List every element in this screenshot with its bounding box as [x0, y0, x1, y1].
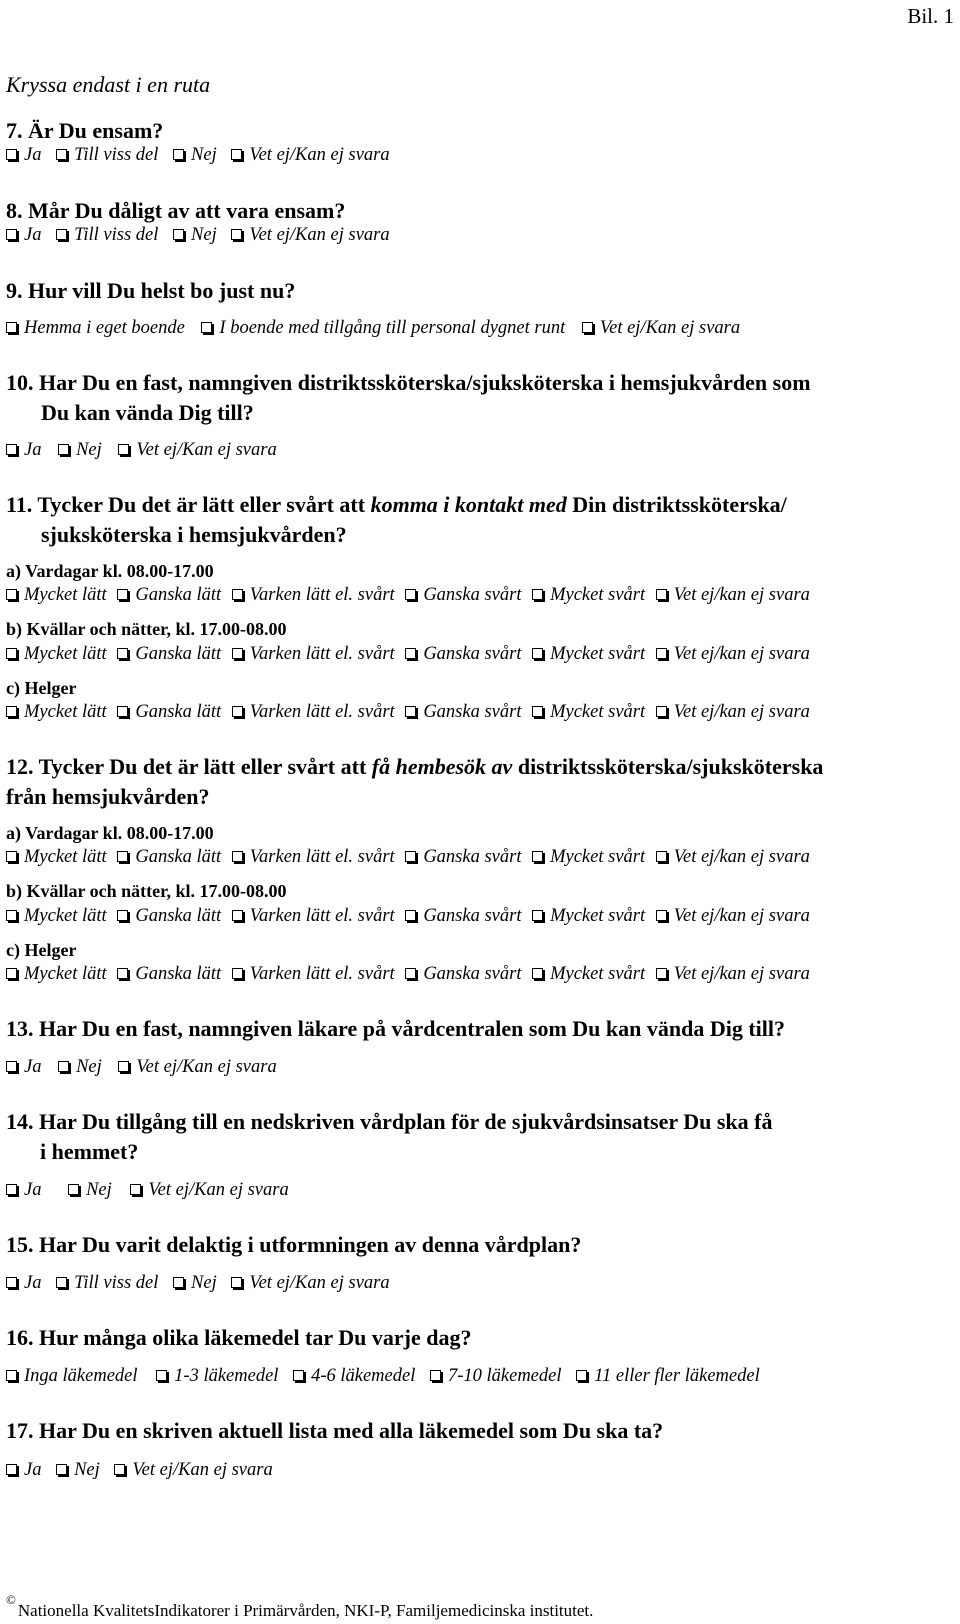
option-ganska-svart[interactable]: Ganska svårt [405, 702, 521, 723]
option-ja[interactable]: Ja [6, 1057, 41, 1078]
footer [6, 1592, 593, 1621]
checkbox-icon[interactable] [231, 1277, 242, 1288]
checkbox-icon[interactable] [6, 1370, 17, 1381]
checkbox-icon[interactable] [6, 322, 17, 333]
question-8-title: 8. Mår Du dåligt av att vara ensam? [6, 198, 346, 223]
checkbox-icon[interactable] [6, 910, 17, 921]
checkbox-icon[interactable] [173, 1277, 184, 1288]
question-11-sub-a: a) Vardagar kl. 08.00-17.00 [6, 561, 214, 581]
option-11-plus[interactable]: 11 eller fler läkemedel [576, 1366, 760, 1387]
checkbox-icon[interactable] [6, 1061, 17, 1072]
option-nej[interactable]: Nej [58, 440, 102, 461]
checkbox-icon[interactable] [232, 851, 243, 862]
option-mycket-svart[interactable]: Mycket svårt [532, 964, 645, 985]
checkbox-icon[interactable] [6, 229, 17, 240]
option-ganska-latt[interactable]: Ganska lätt [117, 644, 221, 665]
checkbox-icon[interactable] [656, 589, 667, 600]
checkbox-icon[interactable] [405, 968, 416, 979]
checkbox-icon[interactable] [232, 706, 243, 717]
option-ja[interactable]: Ja [6, 1180, 41, 1201]
checkbox-icon[interactable] [405, 589, 416, 600]
option-vet-ej[interactable]: Vet ej/kan ej svara [656, 847, 810, 868]
footer-text: Nationella KvalitetsIndikatorer i Primärvården, NKI-P, Familjemedicinska institutet. [17, 1601, 594, 1620]
option-i-boende[interactable]: I boende med tillgång till personal dygnet runt [201, 318, 565, 339]
checkbox-icon[interactable] [6, 648, 17, 659]
checkbox-icon[interactable] [6, 968, 17, 979]
checkbox-icon[interactable] [118, 444, 129, 455]
question-11-sub-c: c) Helger [6, 678, 77, 698]
question-9-title: 9. Hur vill Du helst bo just nu? [6, 278, 296, 303]
option-vet-ej[interactable]: Vet ej/Kan ej svara [231, 1273, 389, 1294]
option-ganska-svart[interactable]: Ganska svårt [405, 644, 521, 665]
question-15-options [6, 1273, 390, 1294]
option-mycket-latt[interactable]: Mycket lätt [6, 702, 107, 723]
option-ganska-latt[interactable]: Ganska lätt [117, 585, 221, 606]
option-ja[interactable]: Ja [6, 225, 41, 246]
question-11-sub-b: b) Kvällar och nätter, kl. 17.00-08.00 [6, 619, 287, 639]
checkbox-icon[interactable] [532, 706, 543, 717]
option-ganska-svart[interactable]: Ganska svårt [405, 847, 521, 868]
option-varken[interactable]: Varken lätt el. svårt [232, 702, 395, 723]
option-varken[interactable]: Varken lätt el. svårt [232, 964, 395, 985]
question-11c-options [6, 702, 810, 723]
option-ganska-latt[interactable]: Ganska lätt [117, 702, 221, 723]
checkbox-icon[interactable] [118, 1061, 129, 1072]
option-ja[interactable]: Ja [6, 440, 41, 461]
option-nej[interactable]: Nej [58, 1057, 102, 1078]
question-7-options [6, 145, 390, 166]
option-nej[interactable]: Nej [56, 1460, 100, 1481]
checkbox-icon[interactable] [117, 706, 128, 717]
checkbox-icon[interactable] [232, 648, 243, 659]
checkbox-icon[interactable] [156, 1370, 167, 1381]
option-mycket-latt[interactable]: Mycket lätt [6, 964, 107, 985]
checkbox-icon[interactable] [56, 1277, 67, 1288]
option-nej[interactable]: Nej [173, 145, 217, 166]
checkbox-icon[interactable] [6, 444, 17, 455]
question-15-title: 15. Har Du varit delaktig i utformningen av denna vårdplan? [6, 1232, 582, 1257]
option-mycket-svart[interactable]: Mycket svårt [532, 702, 645, 723]
checkbox-icon[interactable] [117, 589, 128, 600]
checkbox-icon[interactable] [405, 706, 416, 717]
checkbox-icon[interactable] [232, 968, 243, 979]
option-mycket-latt[interactable]: Mycket lätt [6, 906, 107, 927]
option-vet-ej[interactable]: Vet ej/Kan ej svara [118, 1057, 276, 1078]
option-ganska-svart[interactable]: Ganska svårt [405, 585, 521, 606]
checkbox-icon[interactable] [201, 322, 212, 333]
option-varken[interactable]: Varken lätt el. svårt [232, 585, 395, 606]
option-mycket-latt[interactable]: Mycket lätt [6, 644, 107, 665]
option-nej[interactable]: Nej [68, 1180, 112, 1201]
option-vet-ej[interactable]: Vet ej/Kan ej svara [582, 318, 740, 339]
question-10-options [6, 440, 277, 461]
page-label: Bil. 1 [907, 4, 954, 28]
checkbox-icon[interactable] [56, 229, 67, 240]
checkbox-icon[interactable] [232, 910, 243, 921]
checkbox-icon[interactable] [56, 1464, 67, 1475]
checkbox-icon[interactable] [405, 851, 416, 862]
checkbox-icon[interactable] [405, 910, 416, 921]
question-10-title: 10. Har Du en fast, namngiven distriktssköterska/sjuksköterska i hemsjukvården som Du kan vända Dig till? [6, 370, 811, 425]
option-varken[interactable]: Varken lätt el. svårt [232, 847, 395, 868]
question-13-options [6, 1057, 277, 1078]
option-mycket-svart[interactable]: Mycket svårt [532, 644, 645, 665]
checkbox-icon[interactable] [117, 648, 128, 659]
question-12-sub-b: b) Kvällar och nätter, kl. 17.00-08.00 [6, 881, 287, 901]
checkbox-icon[interactable] [231, 229, 242, 240]
checkbox-icon[interactable] [58, 1061, 69, 1072]
question-17-title: 17. Har Du en skriven aktuell lista med alla läkemedel som Du ska ta? [6, 1418, 664, 1443]
checkbox-icon[interactable] [117, 851, 128, 862]
option-varken[interactable]: Varken lätt el. svårt [232, 906, 395, 927]
option-ganska-svart[interactable]: Ganska svårt [405, 964, 521, 985]
option-mycket-svart[interactable]: Mycket svårt [532, 906, 645, 927]
option-hemma[interactable]: Hemma i eget boende [6, 318, 185, 339]
checkbox-icon[interactable] [656, 706, 667, 717]
checkbox-icon[interactable] [68, 1184, 79, 1195]
option-till-viss-del[interactable]: Till viss del [56, 225, 158, 246]
checkbox-icon[interactable] [656, 851, 667, 862]
checkbox-icon[interactable] [56, 149, 67, 160]
checkbox-icon[interactable] [6, 1277, 17, 1288]
option-1-3[interactable]: 1-3 läkemedel [156, 1366, 278, 1387]
checkbox-icon[interactable] [6, 1464, 17, 1475]
checkbox-icon[interactable] [532, 968, 543, 979]
option-ganska-latt[interactable]: Ganska lätt [117, 847, 221, 868]
question-11b-options [6, 644, 810, 665]
option-vet-ej[interactable]: Vet ej/Kan ej svara [130, 1180, 288, 1201]
option-vet-ej[interactable]: Vet ej/kan ej svara [656, 585, 810, 606]
question-12b-options [6, 906, 810, 927]
question-12a-options [6, 847, 810, 868]
checkbox-icon[interactable] [6, 1184, 17, 1195]
question-16-title: 16. Hur många olika läkemedel tar Du varje dag? [6, 1325, 472, 1350]
option-ganska-svart[interactable]: Ganska svårt [405, 906, 521, 927]
option-mycket-latt[interactable]: Mycket lätt [6, 585, 107, 606]
option-till-viss-del[interactable]: Till viss del [56, 1273, 158, 1294]
option-vet-ej[interactable]: Vet ej/Kan ej svara [118, 440, 276, 461]
checkbox-icon[interactable] [232, 589, 243, 600]
checkbox-icon[interactable] [405, 648, 416, 659]
checkbox-icon[interactable] [173, 229, 184, 240]
question-12c-options [6, 964, 810, 985]
checkbox-icon[interactable] [293, 1370, 304, 1381]
instruction-text: Kryssa endast i en ruta [6, 72, 211, 97]
question-8-options [6, 225, 390, 246]
checkbox-icon[interactable] [656, 968, 667, 979]
checkbox-icon[interactable] [532, 851, 543, 862]
question-17-options [6, 1460, 273, 1481]
option-nej[interactable]: Nej [173, 1273, 217, 1294]
option-inga[interactable]: Inga läkemedel [6, 1366, 138, 1387]
option-ganska-latt[interactable]: Ganska lätt [117, 906, 221, 927]
question-16-options [6, 1366, 760, 1387]
question-12-sub-a: a) Vardagar kl. 08.00-17.00 [6, 823, 214, 843]
option-vet-ej[interactable]: Vet ej/kan ej svara [656, 644, 810, 665]
checkbox-icon[interactable] [6, 589, 17, 600]
option-vet-ej[interactable]: Vet ej/Kan ej svara [114, 1460, 272, 1481]
option-4-6[interactable]: 4-6 läkemedel [293, 1366, 415, 1387]
question-14-options [6, 1180, 289, 1201]
checkbox-icon[interactable] [114, 1464, 125, 1475]
checkbox-icon[interactable] [656, 648, 667, 659]
checkbox-icon[interactable] [656, 910, 667, 921]
option-nej[interactable]: Nej [173, 225, 217, 246]
question-12-title: 12. Tycker Du det är lätt eller svårt att få hembesök av distriktssköterska/sjuksköterska från hemsjukvården? [6, 754, 824, 809]
question-12-sub-c: c) Helger [6, 940, 77, 960]
copyright-symbol: © [6, 1592, 16, 1607]
checkbox-icon[interactable] [130, 1184, 141, 1195]
option-mycket-latt[interactable]: Mycket lätt [6, 847, 107, 868]
checkbox-icon[interactable] [532, 648, 543, 659]
option-vet-ej[interactable]: Vet ej/kan ej svara [656, 906, 810, 927]
checkbox-icon[interactable] [6, 706, 17, 717]
checkbox-icon[interactable] [173, 149, 184, 160]
question-11a-options [6, 585, 810, 606]
checkbox-icon[interactable] [430, 1370, 441, 1381]
checkbox-icon[interactable] [582, 322, 593, 333]
option-ja[interactable]: Ja [6, 145, 41, 166]
option-ja[interactable]: Ja [6, 1460, 41, 1481]
option-ja[interactable]: Ja [6, 1273, 41, 1294]
checkbox-icon[interactable] [6, 851, 17, 862]
question-7-title: 7. Är Du ensam? [6, 118, 164, 143]
option-mycket-svart[interactable]: Mycket svårt [532, 847, 645, 868]
question-9-options [6, 318, 740, 339]
option-mycket-svart[interactable]: Mycket svårt [532, 585, 645, 606]
option-vet-ej[interactable]: Vet ej/Kan ej svara [231, 145, 389, 166]
option-vet-ej[interactable]: Vet ej/kan ej svara [656, 702, 810, 723]
checkbox-icon[interactable] [117, 910, 128, 921]
checkbox-icon[interactable] [576, 1370, 587, 1381]
checkbox-icon[interactable] [117, 968, 128, 979]
option-varken[interactable]: Varken lätt el. svårt [232, 644, 395, 665]
checkbox-icon[interactable] [58, 444, 69, 455]
checkbox-icon[interactable] [6, 149, 17, 160]
question-11-title: 11. Tycker Du det är lätt eller svårt att komma i kontakt med Din distriktssköterska/ sjuksköterska i hemsjukvården? [6, 492, 787, 547]
option-vet-ej[interactable]: Vet ej/kan ej svara [656, 964, 810, 985]
question-13-title: 13. Har Du en fast, namngiven läkare på vårdcentralen som Du kan vända Dig till? [6, 1016, 786, 1041]
option-7-10[interactable]: 7-10 läkemedel [430, 1366, 562, 1387]
checkbox-icon[interactable] [532, 589, 543, 600]
checkbox-icon[interactable] [231, 149, 242, 160]
option-till-viss-del[interactable]: Till viss del [56, 145, 158, 166]
checkbox-icon[interactable] [532, 910, 543, 921]
option-ganska-latt[interactable]: Ganska lätt [117, 964, 221, 985]
option-vet-ej[interactable]: Vet ej/Kan ej svara [231, 225, 389, 246]
question-14-title: 14. Har Du tillgång till en nedskriven vårdplan för de sjukvårdsinsatser Du ska få i hemmet? [6, 1109, 773, 1164]
